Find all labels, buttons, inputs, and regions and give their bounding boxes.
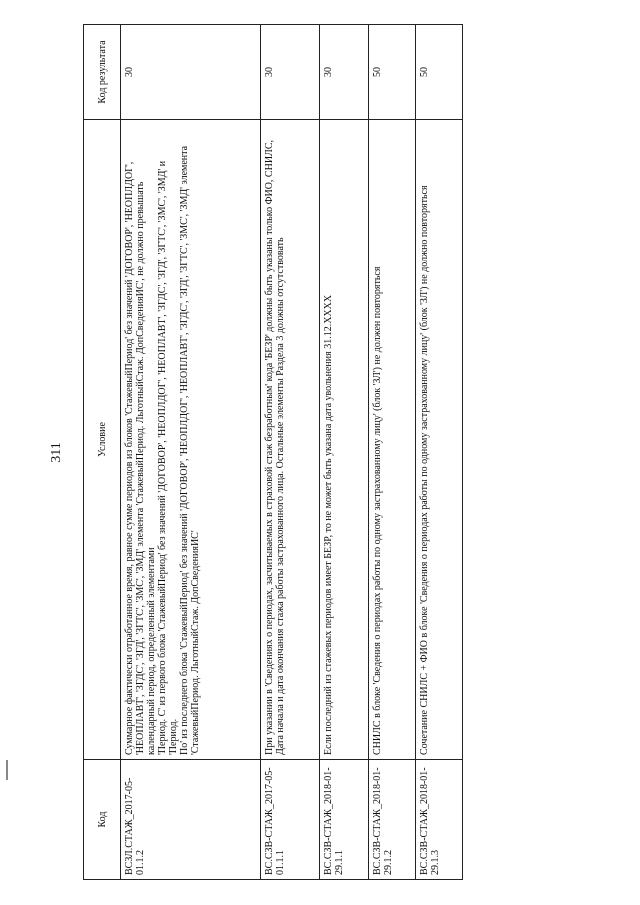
- scan-margin-mark: [6, 760, 8, 780]
- condition-line: При указании в 'Сведениях о периодах, засчитываемых в страховой стаж безработным' кода 'БЕЗР' должны быть указаны только ФИО, СНИЛС, Дата начала и дата окончания стажа работы застрахованного лица. Остальные элементы Раздела 3 должны отсутствовать: [264, 140, 286, 755]
- rule-condition: [320, 120, 369, 760]
- header-code: Код: [84, 760, 121, 880]
- rule-result-code: 30: [261, 25, 320, 120]
- condition-line: 'Период. С' из первого блока 'СтажевыйПериод' без значений 'ДОГОВОР', 'НЕОПЛДОГ', 'НЕОПЛАВТ', 'ЗГДС', 'ЗГД', 'ЗГТС', 'ЗМС', 'ЗМД' и 'Период.: [157, 160, 179, 755]
- rule-code: ВС.СЗВ-СТАЖ_2017-05-01.1.1: [261, 760, 320, 880]
- rule-code: ВС.СЗВ-СТАЖ_2018-01- 29.1.1: [320, 760, 369, 880]
- condition-line: Сочетание СНИЛС + ФИО в блоке 'Сведения о периодах работы по одному застрахованному лицу' (блок 'ЗЛ') не должно повторяться: [419, 185, 430, 755]
- table-row: [369, 25, 416, 880]
- header-condition: Условие: [84, 120, 121, 760]
- table-row: [121, 25, 261, 880]
- table-header-row: [84, 25, 121, 880]
- rule-result-code: 50: [416, 25, 463, 120]
- rule-condition: [369, 120, 416, 760]
- validation-rules-table: [83, 24, 463, 880]
- rule-code: ВС.СЗВ-СТАЖ_2018-01- 29.1.2: [369, 760, 416, 880]
- table-row: [320, 25, 369, 880]
- condition-line: СНИЛС в блоке 'Сведения о периодах работы по одному застрахованному лицу' (блок 'ЗЛ') не должен повторяться: [372, 266, 383, 755]
- page-number: 311: [49, 442, 64, 463]
- table-row: [416, 25, 463, 880]
- rule-result-code: 30: [320, 25, 369, 120]
- table-row: [261, 25, 320, 880]
- condition-line: По' из последнего блока 'СтажевыйПериод' без значений 'ДОГОВОР', 'НЕОПЛДОГ', 'НЕОПЛАВТ', 'ЗГДС', 'ЗГД', 'ЗГТС', 'ЗМС', 'ЗМД' элемента 'СтажевыйПериод. ЛьготныйСтаж. ДопСведенияИС': [179, 145, 201, 755]
- rule-code: ВСЗЛ.СТАЖ_2017-05-01.1.2: [121, 760, 261, 880]
- rule-result-code: 50: [369, 25, 416, 120]
- rule-result-code: 30: [121, 25, 261, 120]
- rotated-page-content: [45, 25, 625, 880]
- condition-line: Суммарное фактически отработанное время, равное сумме периодов из блоков 'СтажевыйПериод' без значений 'ДОГОВОР', 'НЕОПЛДОГ', 'НЕОПЛАВТ', 'ЗГДС', 'ЗГД', 'ЗГТС', 'ЗМС', 'ЗМД' элемента 'СтажевыйПериод. ЛьготныйСтаж. ДопСведенияИС', не должно превышать календарный период, определенный элементами: [124, 161, 157, 755]
- rule-condition: [121, 120, 261, 760]
- condition-line: Если последний из стажевых периодов имеет БЕЗР, то не может быть указана дата увольнения 31.12.ХХХХ: [323, 294, 334, 755]
- rule-code: ВС.СЗВ-СТАЖ_2018-01- 29.1.3: [416, 760, 463, 880]
- rule-condition: [261, 120, 320, 760]
- rule-condition: [416, 120, 463, 760]
- header-result-code: Код результата: [84, 25, 121, 120]
